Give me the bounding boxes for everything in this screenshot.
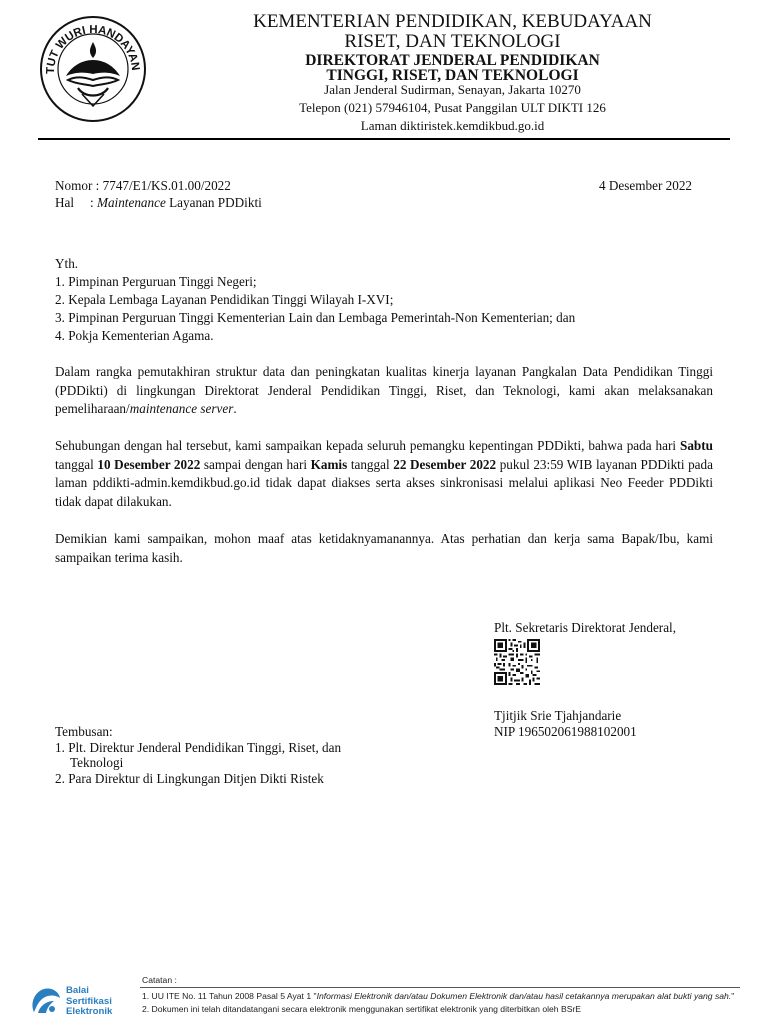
footer-note-2: 2. Dokumen ini telah ditandatangani secara elektronik menggunakan sertifikat elektronik yang diterbitkan oleh BSrE	[142, 1004, 582, 1014]
header-divider	[38, 138, 730, 140]
ministry-name-line-1: KEMENTERIAN PENDIDIKAN, KEBUDAYAAN	[253, 11, 652, 32]
subject-italic: Maintenance	[96, 195, 166, 210]
greeting: Yth.	[55, 256, 79, 271]
para1-text: Dalam rangka pemutakhiran struktur data dan peningkatan kualitas kinerja layanan Pangkalan Data Pendidikan Tinggi (PDDikti) di lingkungan Direktorat Jenderal Pendidikan Tinggi, Riset, dan Teknologi, kami akan melaksanakan pemeliharaan/	[55, 364, 713, 416]
directorate-name-line-2: TINGGI, RISET, DAN TEKNOLOGI	[326, 67, 579, 84]
cc-label: Tembusan:	[55, 724, 113, 739]
cc-item-1-line-1: 1. Plt. Direktur Jenderal Pendidikan Tinggi, Riset, dan	[55, 740, 342, 755]
para2-bold-date-start: 10 Desember 2022	[97, 456, 201, 472]
nomor-value: 7747/E1/KS.01.00/2022	[102, 178, 231, 193]
letter-date: 4 Desember 2022	[599, 178, 693, 193]
note1-prefix: 1. UU ITE No. 11 Tahun 2008 Pasal 5 Ayat 1 "	[142, 991, 317, 1001]
para2-text-5: pukul 23:59 WIB layanan PDDikti pada laman pddikti-admin.kemdikbud.go.id tidak dapat diakses serta akses sinkronisasi melalui aplikasi Neo Feeder PDDikti tidak dapat dilakukan.	[55, 456, 713, 509]
signatory-name: Tjitjik Srie Tjahjandarie	[494, 708, 622, 723]
bsre-name	[66, 986, 112, 1018]
hal-label: Hal	[55, 195, 75, 210]
para2-text-1: Sehubungan dengan hal tersebut, kami sampaikan kepada seluruh pemangku kepentingan PDDikti, bahwa pada hari	[55, 438, 680, 453]
body-paragraph-2	[55, 437, 713, 511]
signatory-title: Plt. Sekretaris Direktorat Jenderal,	[494, 620, 677, 635]
recipient-4: 4. Pokja Kementerian Agama.	[55, 328, 214, 343]
para2-bold-date-end: 22 Desember 2022	[393, 456, 497, 472]
bsre-line-2: Sertifikasi	[66, 995, 112, 1007]
recipient-3: 3. Pimpinan Perguruan Tinggi Kementerian Lain dan Lembaga Pemerintah-Non Kementerian; dan	[55, 310, 576, 325]
bsre-line-1: Balai	[66, 985, 89, 996]
footer-divider	[140, 987, 740, 988]
body-paragraph-3: Demikian kami sampaikan, mohon maaf atas ketidaknyamanannya. Atas perhatian dan kerja sama Bapak/Ibu, kami sampaikan terima kasih.	[55, 531, 713, 565]
letter-number: Nomor : 7747/E1/KS.01.00/2022	[55, 178, 231, 193]
cc-item-1-line-2: Teknologi	[70, 755, 124, 770]
recipient-2: 2. Kepala Lembaga Layanan Pendidikan Tinggi Wilayah I-XVI;	[55, 292, 394, 307]
para2-text-2: tanggal	[55, 456, 98, 472]
bsre-line-3: Elektronik	[66, 1006, 113, 1017]
bsre-logo-icon	[28, 986, 62, 1016]
directorate-name-line-1: DIREKTORAT JENDERAL PENDIDIKAN	[305, 52, 600, 69]
para2-bold-day-end: Kamis	[310, 456, 348, 472]
para2-bold-day-start: Sabtu	[680, 438, 713, 453]
qr-code-icon	[494, 639, 540, 685]
note1-suffix: "	[731, 991, 735, 1001]
signatory-nip: NIP 196502061988102001	[494, 724, 637, 739]
office-website: Laman diktiristek.kemdikbud.go.id	[360, 118, 545, 133]
letter-subject: Hal : Maintenance Layanan PDDikti	[55, 195, 262, 210]
tut-wuri-handayani-logo-icon	[38, 14, 148, 124]
footer-note-1	[142, 991, 734, 1002]
footer-note-label: Catatan :	[142, 975, 177, 985]
office-phone: Telepon (021) 57946104, Pusat Panggilan ULT DIKTI 126	[299, 100, 606, 115]
para1-end: .	[233, 401, 237, 416]
nomor-label: Nomor	[55, 178, 93, 193]
office-address: Jalan Jenderal Sudirman, Senayan, Jakarta 10270	[324, 82, 581, 97]
para1-italic: maintenance server	[129, 401, 234, 416]
ministry-name-line-2: RISET, DAN TEKNOLOGI	[344, 31, 561, 52]
note1-italic: Informasi Elektronik dan/atau Dokumen Elektronik dan/atau hasil cetakannya merupakan alat bukti yang sah.	[316, 991, 732, 1001]
cc-item-2: 2. Para Direktur di Lingkungan Ditjen Dikti Ristek	[55, 771, 324, 786]
recipient-1: 1. Pimpinan Perguruan Tinggi Negeri;	[55, 274, 257, 289]
para2-text-3: sampai dengan hari	[200, 456, 311, 472]
svg-text:TUT WURI HANDAYANI: TUT WURI HANDAYAN	[44, 23, 142, 75]
para2-text-4: tanggal	[347, 456, 394, 472]
body-paragraph-1	[55, 363, 713, 419]
subject-rest: Layanan PDDikti	[165, 195, 262, 210]
